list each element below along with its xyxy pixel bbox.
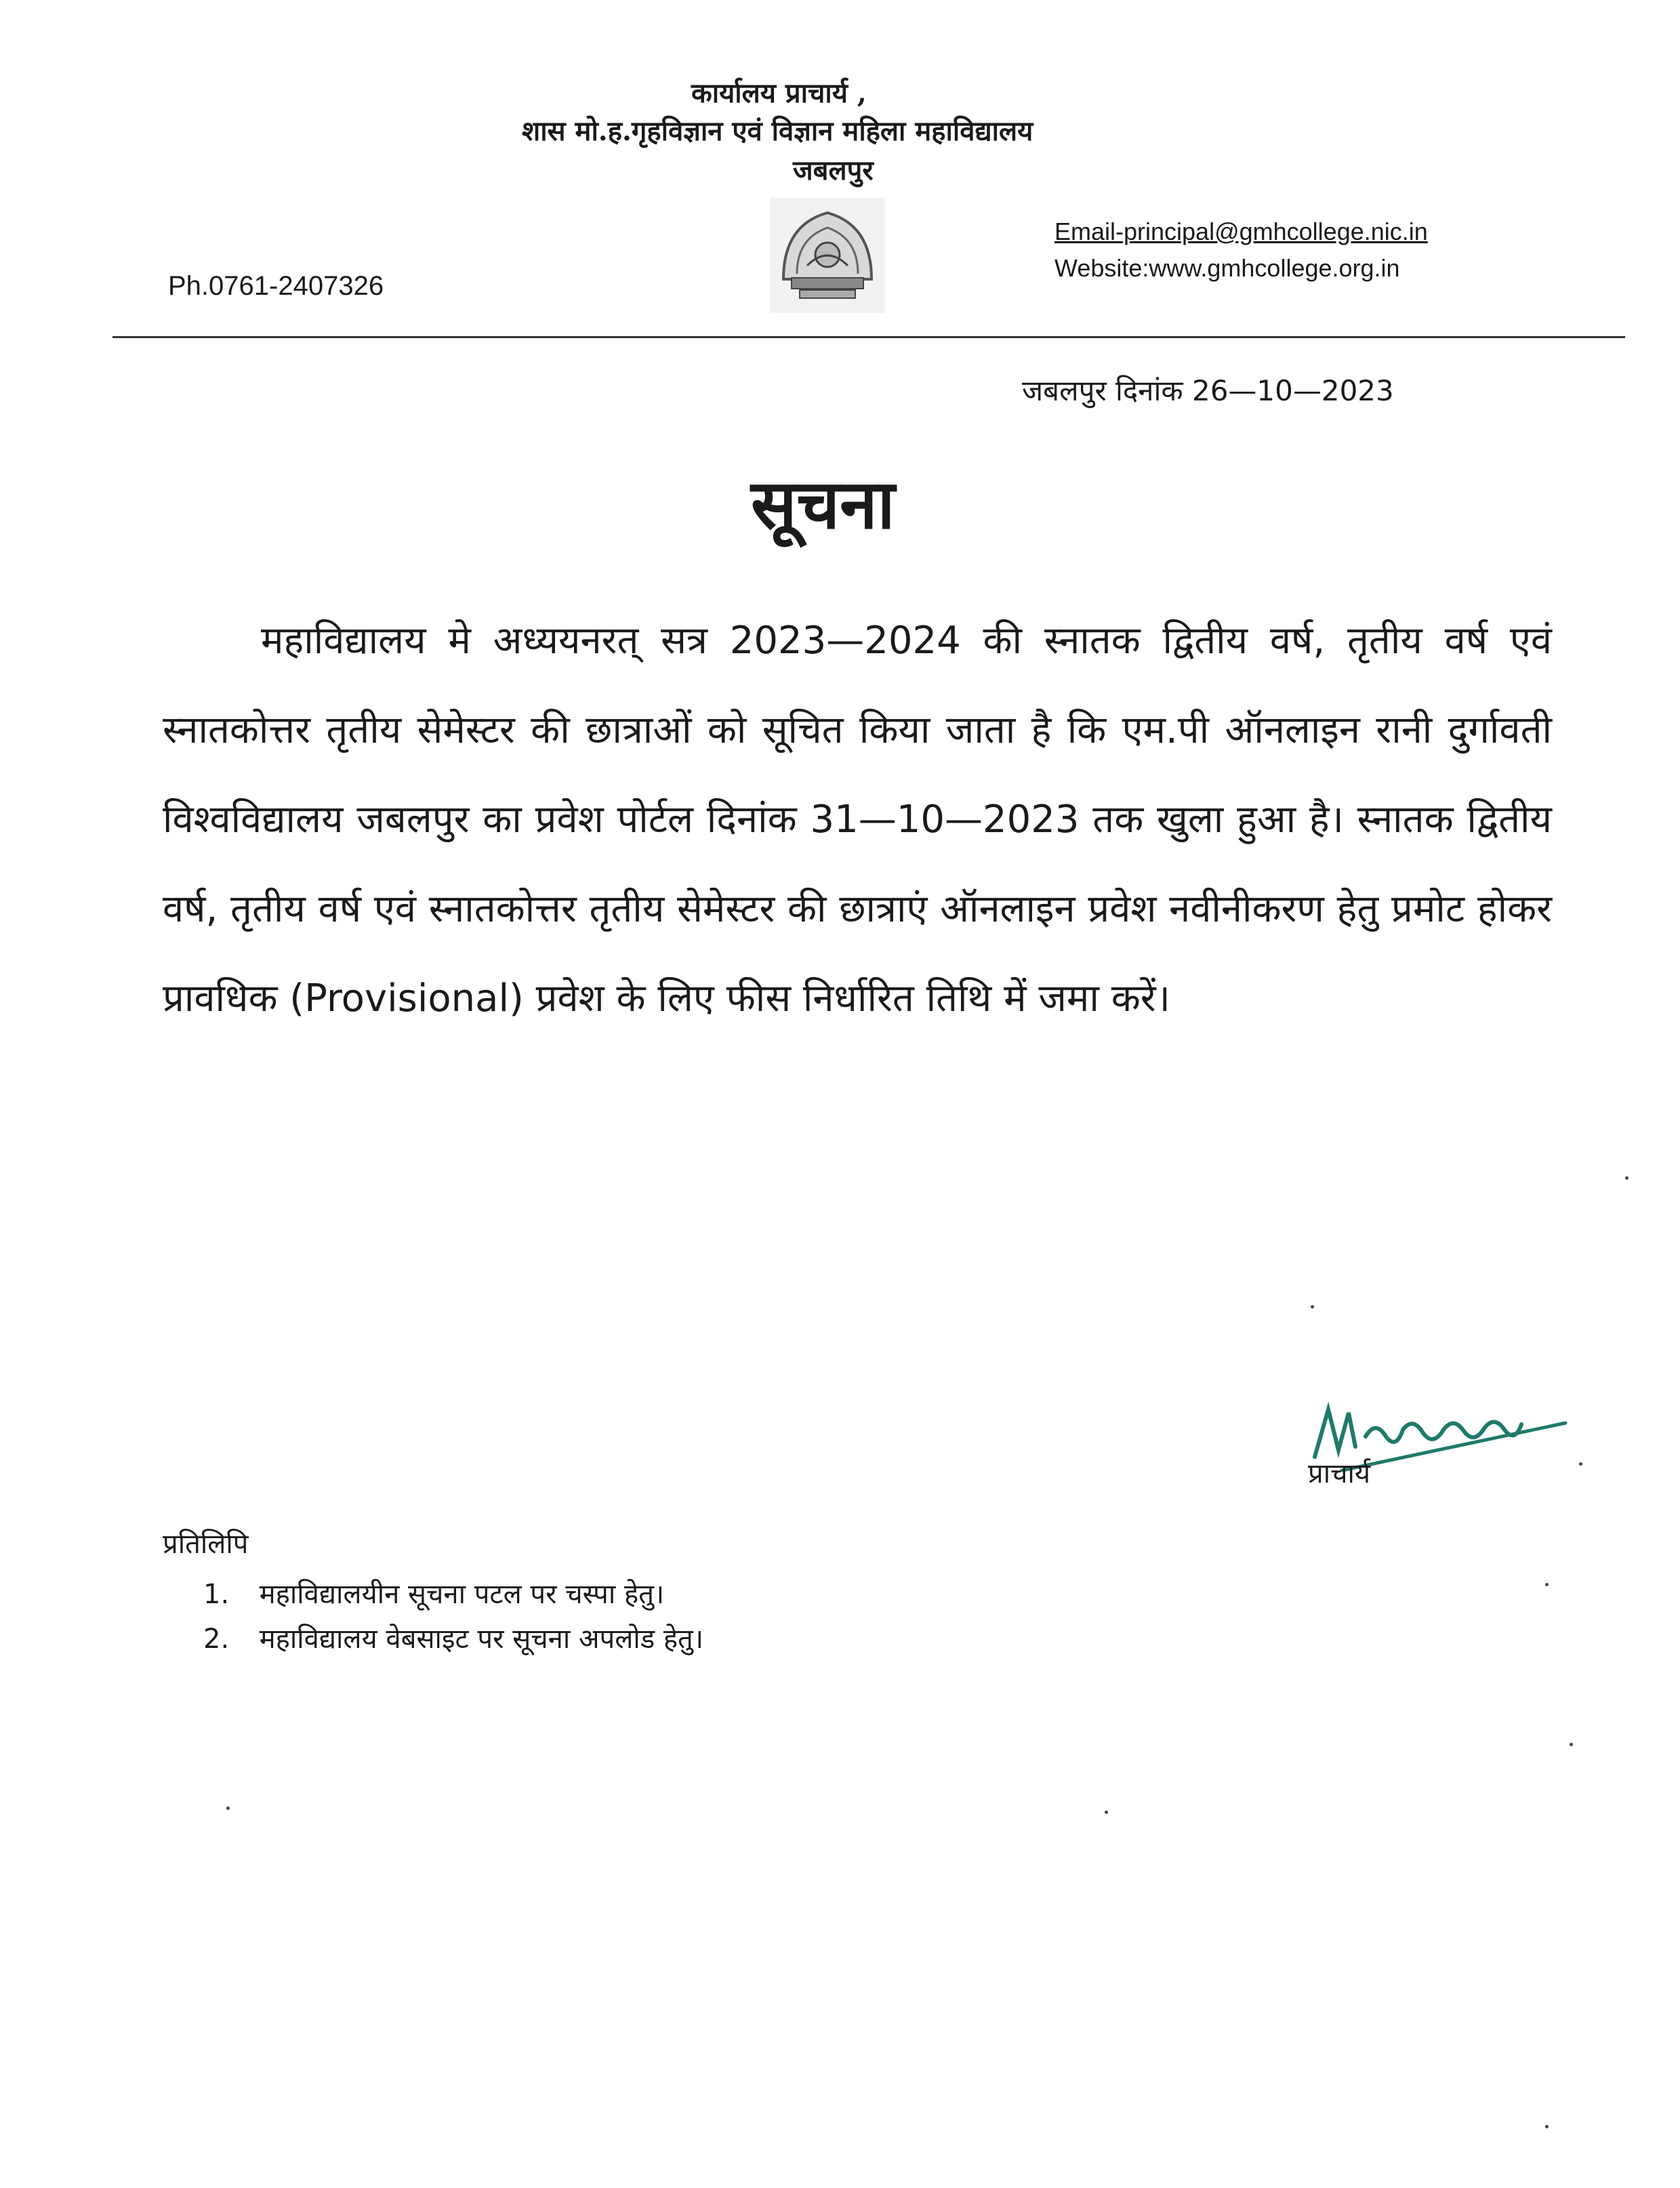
signature-caption: प्राचार्य: [1308, 1458, 1371, 1489]
office-title: कार्यालय प्राचार्य ,: [691, 77, 867, 109]
copy-item-text: महाविद्यालयीन सूचना पटल पर चस्पा हेतु।: [259, 1579, 665, 1610]
copy-item: [203, 1572, 703, 1617]
scan-speck: [1545, 2125, 1549, 2128]
scan-speck: [1311, 1305, 1314, 1308]
copy-list: [203, 1572, 703, 1661]
notice-body: महाविद्यालय मे अध्ययनरत् सत्र 2023—2024 की स्नातक द्वितीय वर्ष, तृतीय वर्ष एवं स्नातकोत्तर तृतीय सेमेस्टर की छात्राओं को सूचित किया जाता है कि एम.पी ऑनलाइन रानी दुर्गावती विश्वविद्यालय जबलपुर का प्रवेश पोर्टल दिनांक 31—10—2023 तक खुला हुआ है। स्नातक द्वितीय वर्ष, तृतीय वर्ष एवं स्नातकोत्तर तृतीय सेमेस्टर की छात्राएं ऑनलाइन प्रवेश नवीनीकरण हेतु प्रमोट होकर प्रावधिक (Provisional) प्रवेश के लिए फीस निर्धारित तिथि में जमा करें।: [163, 619, 1552, 1020]
scan-speck: [1105, 1811, 1108, 1814]
scan-speck: [226, 1807, 230, 1810]
header-divider: [112, 336, 1625, 338]
website-text: Website:www.gmhcollege.org.in: [1054, 254, 1400, 282]
college-city: जबलपुर: [793, 154, 874, 186]
copy-item-number: 2.: [203, 1624, 230, 1655]
notice-title: सूचना: [751, 465, 895, 544]
scan-speck: [1545, 1583, 1549, 1586]
college-name: शास मो.ह.गृहविज्ञान एवं विज्ञान महिला महाविद्यालय: [522, 115, 1033, 147]
scan-speck: [1625, 1176, 1628, 1180]
email-link[interactable]: Email-principal@gmhcollege.nic.in: [1054, 218, 1428, 245]
copy-label: प्रतिलिपि: [163, 1529, 249, 1560]
college-emblem-icon: [770, 198, 885, 313]
copy-item-number: 1.: [203, 1579, 230, 1610]
date-line: जबलपुर दिनांक 26—10—2023: [1022, 374, 1394, 407]
scan-speck: [1579, 1462, 1582, 1466]
phone-number: Ph.0761-2407326: [168, 271, 384, 301]
copy-item-text: महाविद्यालय वेबसाइट पर सूचना अपलोड हेतु।: [259, 1624, 704, 1655]
copy-item: [203, 1617, 703, 1661]
scan-speck: [1570, 1743, 1573, 1746]
